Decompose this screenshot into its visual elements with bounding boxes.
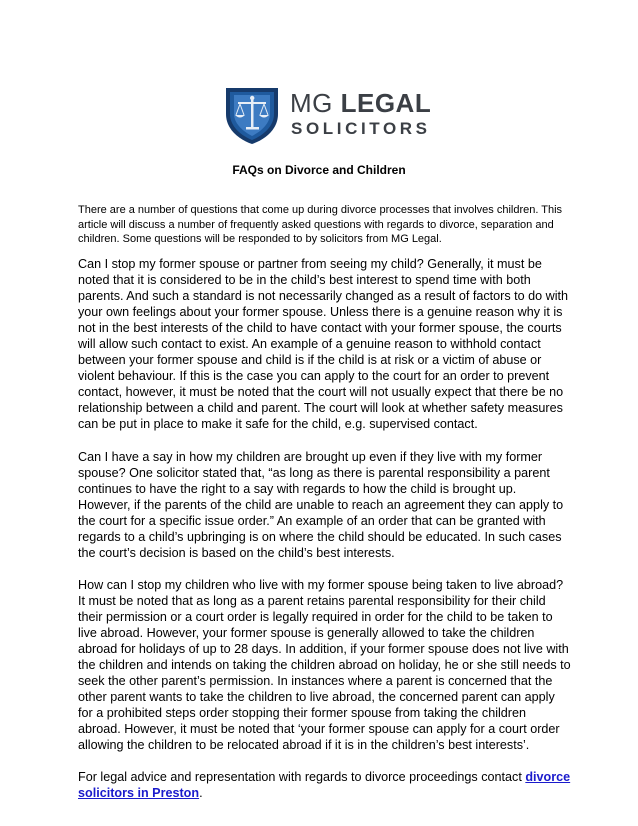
divorce-solicitors-link[interactable]: divorce solicitors in Preston <box>78 770 571 801</box>
paragraph-abroad-question: How can I stop my children who live with my former spouse being taken to live abroad? It must be noted that as long as a parent retains parental responsibility for their child their permission or a court order is legally required in order for the child to be taken to live abroad. However, your former spouse is generally allowed to take the children abroad for holidays of up to 28 days. In addition, if your former spouse does not live with the children and intends on taking the children abroad on holiday, he or she still needs to seek the other parent’s permission. In instances where a parent is concerned that the other parent wants to take the children to live abroad, the concerned parent can apply for a prohibited steps order stopping their former spouse from taking the children abroad. However, it must be noted that ‘your former spouse can apply for a court order allowing the children to be relocated abroad if it is in the children’s best interests’. <box>78 577 571 753</box>
intro-paragraph: There are a number of questions that come up during divorce processes that involves children. This article will discuss a number of frequently asked questions with regards to divorce, separation and children. Some questions will be responded to by solicitors from MG Legal. <box>78 204 563 246</box>
closing-text: For legal advice and representation with regards to divorce proceedings contact <box>78 770 522 785</box>
logo-wordmark-bottom: SOLICITORS <box>291 119 431 138</box>
logo-legal: LEGAL <box>340 88 432 118</box>
document-title: FAQs on Divorce and Children <box>232 163 406 177</box>
closing-paragraph <box>78 769 572 801</box>
logo-wordmark-top <box>290 90 431 116</box>
closing-suffix: . <box>199 786 203 801</box>
logo-mg: MG <box>290 88 341 118</box>
paragraph-contact-question: Can I stop my former spouse or partner from seeing my child? Generally, it must be noted that it is considered to be in the child’s best interest to spend time with both parents. And such a standard is not necessarily changed as a result of factors to do with your own feelings about your former spouse. Unless there is a genuine reason why it is not in the best interests of the child to have contact with your former spouse, the courts will allow such contact to exist. An example of a genuine reason to withhold contact between your former spouse and child is if the child is at risk or a victim of abuse or violent behaviour. If this is the case you can apply to the court for an order to prevent contact, however, it must be noted that the court will not usually expect that there be no relationship between a child and parent. The court will look at whether safety measures can be put in place to make it safe for the child, e.g. supervised contact. <box>78 257 569 432</box>
paragraph-upbringing-question: Can I have a say in how my children are brought up even if they live with my former spouse? One solicitor stated that, “as long as there is parental responsibility a parent continues to have the right to a say with regards to how the child is brought up. However, if the parents of the child are unable to reach an agreement they can apply to the court for a specific issue order.” An example of an order that can be granted with regards to a child’s upbringing is on where the child should be educated. In such cases the court’s decision is based on the child’s best interests. <box>78 449 564 560</box>
scales-of-justice-shield-icon <box>220 84 284 146</box>
document-body <box>78 256 572 817</box>
company-logo <box>220 84 432 146</box>
